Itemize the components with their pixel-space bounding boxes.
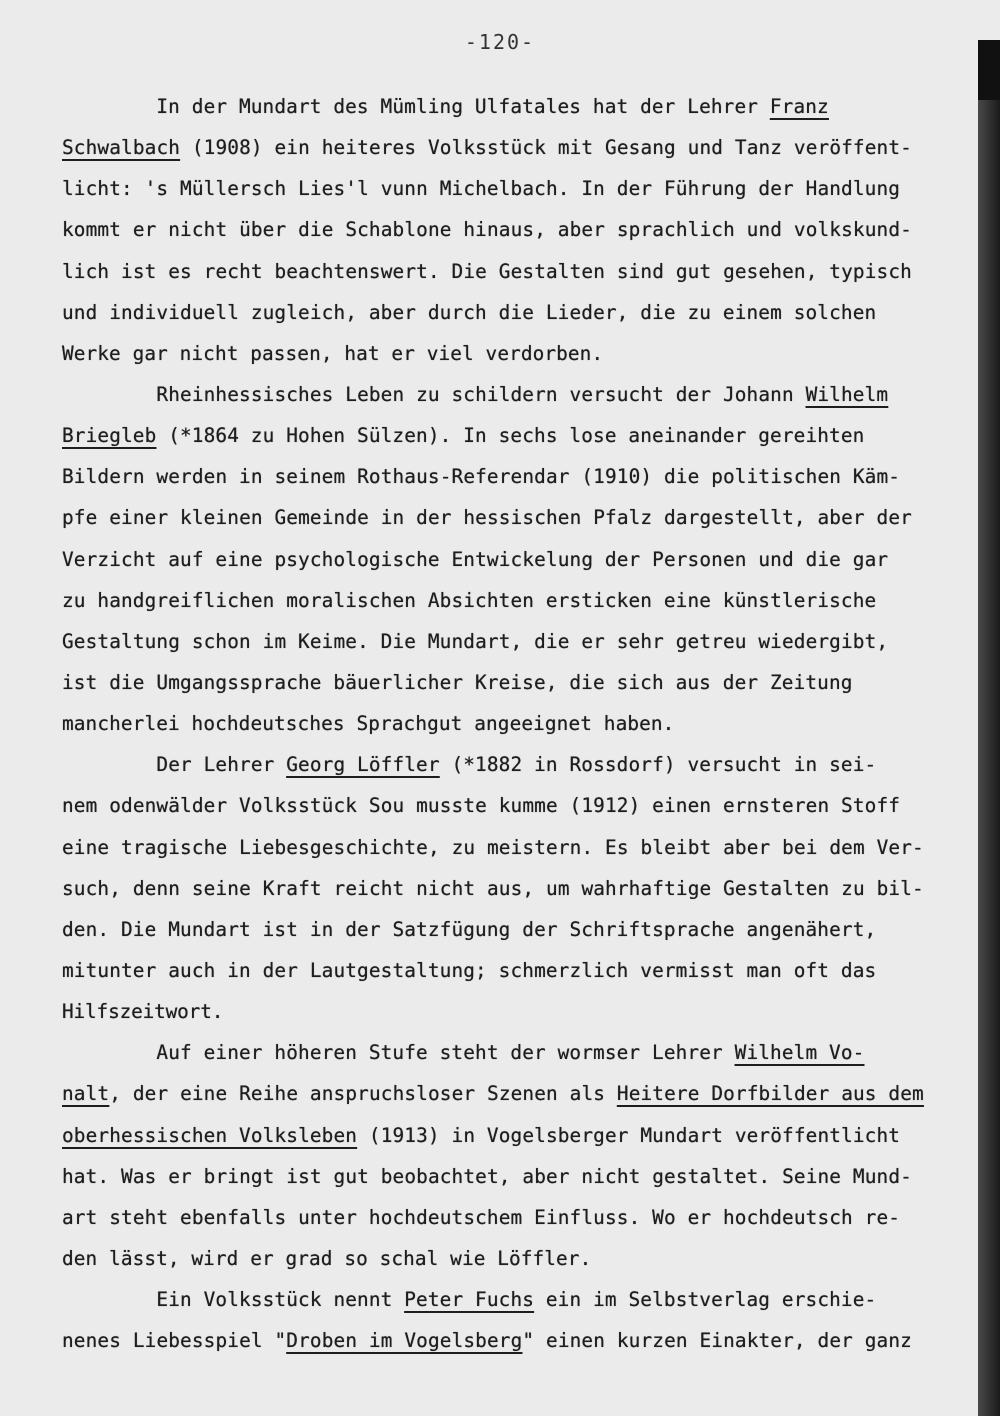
text-line (62, 1032, 962, 1073)
text-line (62, 580, 962, 621)
text-segment: zu handgreiflichen moralischen Absichten ersticken eine künstlerische (62, 588, 877, 612)
text-segment: eine tragische Liebesgeschichte, zu meistern. Es bleibt aber bei dem Ver- (62, 835, 924, 859)
text-segment: art steht ebenfalls unter hochdeutschem Einfluss. Wo er hochdeutsch re- (62, 1205, 901, 1229)
text-segment: nenes Liebesspiel " (62, 1329, 287, 1353)
text-line (62, 251, 962, 292)
text-segment: lich ist es recht beachtenswert. Die Gestalten sind gut gesehen, typisch (62, 259, 912, 283)
text-line (62, 744, 962, 785)
text-line (62, 209, 962, 250)
underlined-name: Briegleb (62, 424, 157, 448)
text-segment: (1913) in Vogelsberger Mundart veröffentlicht (357, 1123, 901, 1147)
text-line (62, 909, 962, 950)
text-line (62, 539, 962, 580)
text-line (62, 1320, 962, 1361)
text-segment: ein im Selbstverlag erschie- (534, 1288, 877, 1312)
text-segment: Werke gar nicht passen, hat er viel verdorben. (62, 341, 604, 365)
text-segment: (*1864 zu Hohen Sülzen). In sechs lose aneinander gereihten (156, 424, 865, 448)
text-segment: (*1882 in Rossdorf) versucht in sei- (439, 753, 877, 777)
text-segment: Gestaltung schon im Keime. Die Mundart, die er sehr getreu wiedergibt, (62, 629, 889, 653)
text-line (62, 703, 962, 744)
underlined-name: nalt (62, 1082, 110, 1106)
text-line (62, 785, 962, 826)
text-segment: Ulfatales hat der Lehrer (463, 95, 770, 118)
text-line (62, 333, 962, 374)
text-segment: Auf einer höheren Stufe steht der wormser Lehrer (62, 1041, 735, 1065)
text-segment: Verzicht auf eine psychologische Entwickelung der Personen und die gar (62, 547, 889, 571)
text-line (62, 497, 962, 538)
text-segment: nem odenwälder Volksstück Sou musste kumme (1912) einen ernsteren Stoff (62, 794, 901, 818)
text-line (62, 1238, 962, 1279)
text-line (62, 621, 962, 662)
text-segment: pfe einer kleinen Gemeinde in der hessischen Pfalz dargestellt, aber der (62, 506, 912, 530)
text-line (62, 456, 962, 497)
text-line (62, 415, 962, 456)
text-line (62, 374, 962, 415)
text-segment: such, denn seine Kraft reicht nicht aus, um wahrhaftige Gestalten zu bil- (62, 876, 924, 900)
text-segment: mitunter auch in der Lautgestaltung; schmerzlich vermisst man oft das (62, 958, 877, 982)
text-line (62, 168, 962, 209)
text-segment: Bildern werden in seinem Rothaus-Referendar (1910) die politischen Käm- (62, 465, 901, 489)
text-segment: Rheinhessisches Leben zu schildern versucht der Johann (62, 382, 806, 406)
text-segment: " einen kurzen Einakter, der ganz (522, 1329, 912, 1353)
underlined-name: oberhessischen Volksleben (62, 1123, 358, 1147)
text-segment: den lässt, wird er grad so schal wie Löffler. (62, 1246, 592, 1270)
text-segment: Ein Volksstück nennt (62, 1288, 405, 1312)
text-segment: Hilfszeitwort. (62, 1000, 224, 1024)
underlined-name: Franz (769, 95, 829, 118)
underlined-name: Wilhelm Vo- (734, 1041, 865, 1065)
text-segment: Mümling (380, 95, 464, 118)
text-segment: den. Die Mundart ist in der Satzfügung der Schriftsprache angenähert, (62, 917, 877, 941)
underlined-name: Georg Löffler (286, 753, 440, 777)
text-line (62, 662, 962, 703)
underlined-name: Schwalbach (62, 136, 181, 160)
page-number: -120- (464, 30, 536, 54)
page-edge-shadow (978, 40, 1000, 1416)
underlined-name: Heitere Dorfbilder aus dem (616, 1082, 924, 1106)
text-segment: licht: 's Müllersch Lies'l vunn Michelbach. In der Führung der Handlung (62, 177, 901, 201)
text-line (62, 1073, 962, 1114)
text-segment: und individuell zugleich, aber durch die Lieder, die zu einem solchen (62, 300, 877, 324)
text-segment: In der Mundart des (62, 95, 381, 118)
underlined-name: Peter Fuchs (404, 1288, 535, 1312)
text-line (62, 1156, 962, 1197)
text-segment: mancherlei hochdeutsches Sprachgut angeeignet haben. (62, 712, 675, 736)
text-line (62, 292, 962, 333)
typewritten-body-text (62, 86, 962, 1361)
text-line (62, 1197, 962, 1238)
text-line (62, 1279, 962, 1320)
text-segment: hat. Was er bringt ist gut beobachtet, aber nicht gestaltet. Seine Mund- (62, 1164, 912, 1188)
text-line (62, 1115, 962, 1156)
text-segment: ist die Umgangssprache bäuerlicher Kreise, die sich aus der Zeitung (62, 670, 853, 694)
text-segment: Der Lehrer (62, 753, 287, 777)
text-segment: kommt er nicht über die Schablone hinaus, aber sprachlich und volkskund- (62, 218, 912, 242)
underlined-name: Wilhelm (805, 382, 889, 406)
text-line (62, 127, 962, 168)
text-line (62, 950, 962, 991)
underlined-name: Droben im Vogelsberg (286, 1329, 523, 1353)
text-line (62, 991, 962, 1032)
text-line (62, 827, 962, 868)
text-line (62, 86, 962, 127)
text-line (62, 868, 962, 909)
text-segment: (1908) ein heiteres Volksstück mit Gesang und Tanz veröffent- (180, 136, 912, 160)
text-segment: , der eine Reihe anspruchsloser Szenen als (109, 1082, 617, 1106)
